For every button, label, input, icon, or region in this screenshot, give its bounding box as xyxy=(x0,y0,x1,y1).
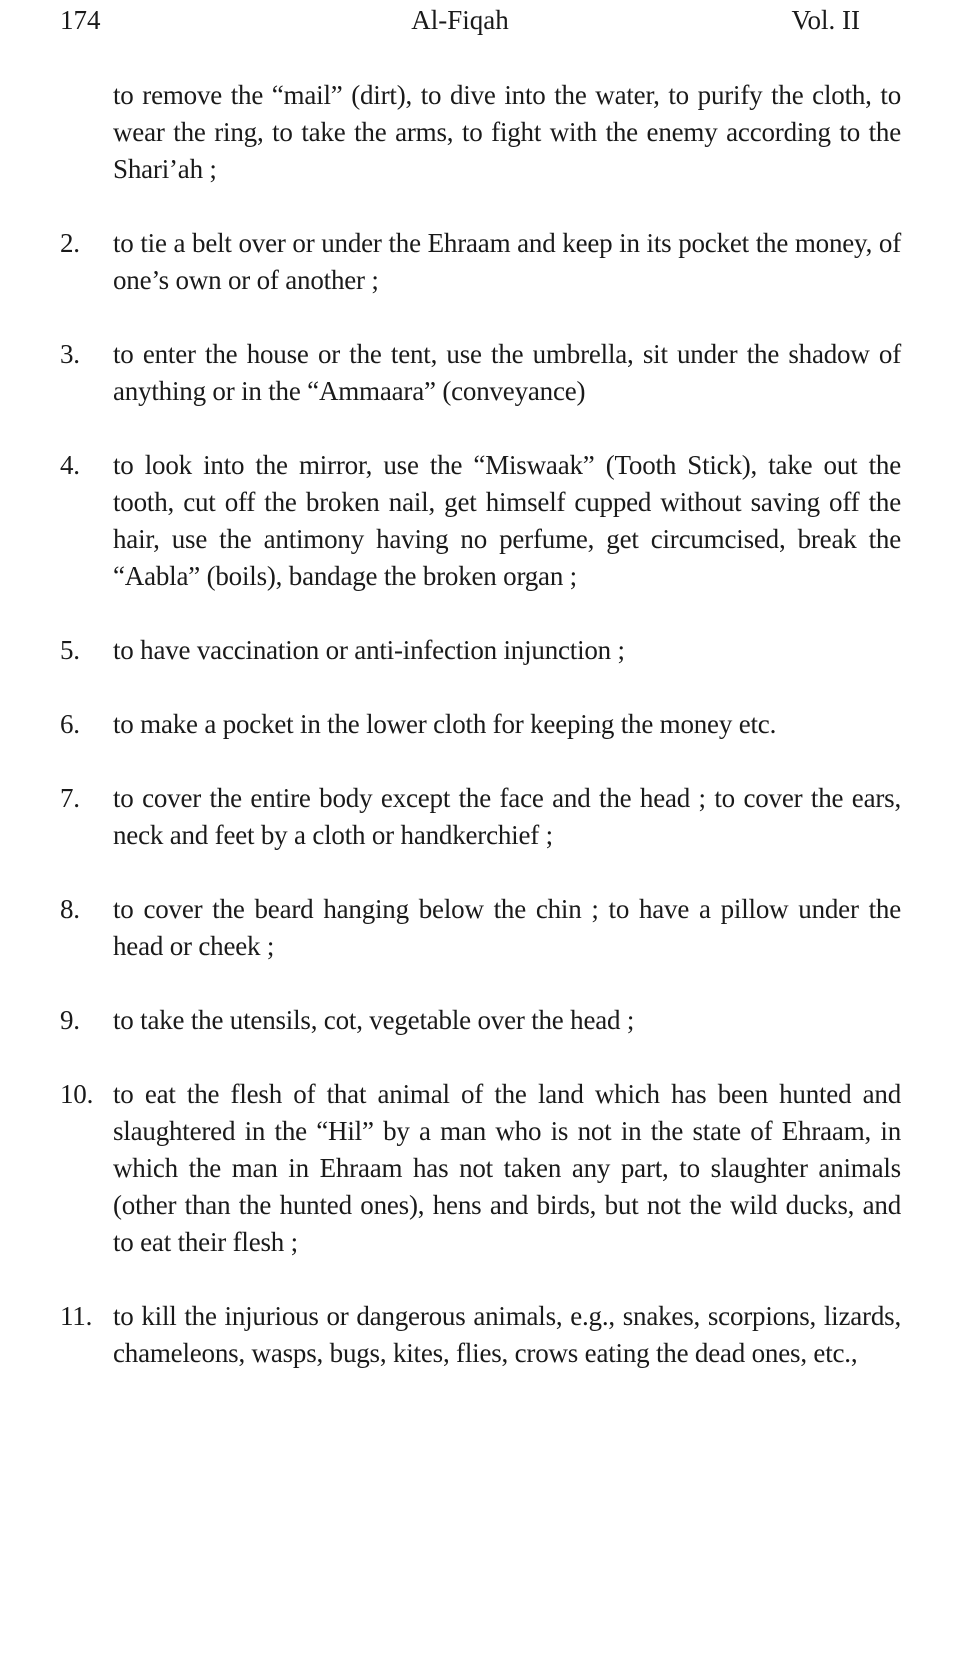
list-item-number: 2. xyxy=(60,228,80,258)
list-item xyxy=(60,706,901,743)
list-item xyxy=(60,1002,901,1039)
list-item xyxy=(60,77,901,188)
list-item-number: 5. xyxy=(60,635,80,665)
list-item xyxy=(60,336,901,410)
list-item xyxy=(60,891,901,965)
list-item xyxy=(60,1076,901,1261)
list-item-number: 8. xyxy=(60,894,80,924)
list-item xyxy=(60,1298,901,1372)
list-item-text: to cover the beard hanging below the chin ; to have a pillow under the head or cheek ; xyxy=(113,894,901,961)
book-title: Al-Fiqah xyxy=(411,5,509,35)
list-item-text: to kill the injurious or dangerous animals, e.g., snakes, scorpions, lizards, chameleons, wasps, bugs, kites, flies, crows eating the dead ones, etc., xyxy=(113,1301,901,1368)
list-item-number: 6. xyxy=(60,709,80,739)
list-item-text: to look into the mirror, use the “Miswaak” (Tooth Stick), take out the tooth, cut off the broken nail, get himself cupped without saving off the hair, use the antimony having no perfume, get circumcised, break the “Aabla” (boils), bandage the broken organ ; xyxy=(113,450,901,591)
list-item-text: to tie a belt over or under the Ehraam and keep in its pocket the money, of one’s own or of another ; xyxy=(113,228,901,295)
page-number: 174 xyxy=(60,5,101,35)
list-item-text: to enter the house or the tent, use the umbrella, sit under the shadow of anything or in the “Ammaara” (conveyance) xyxy=(113,339,901,406)
volume-label: Vol. II xyxy=(791,5,860,35)
list-item xyxy=(60,225,901,299)
list-item-text: to have vaccination or anti-infection injunction ; xyxy=(113,635,625,665)
list-item-number: 11. xyxy=(60,1301,93,1331)
list-item xyxy=(60,632,901,669)
list-item xyxy=(60,447,901,595)
list-item-text: to make a pocket in the lower cloth for keeping the money etc. xyxy=(113,709,777,739)
list-item-number: 4. xyxy=(60,450,80,480)
list-item xyxy=(60,780,901,854)
list-item-text: to remove the “mail” (dirt), to dive into the water, to purify the cloth, to wear the ring, to take the arms, to fight with the enemy according to the Shari’ah ; xyxy=(113,80,901,184)
list-item-text: to take the utensils, cot, vegetable over the head ; xyxy=(113,1005,635,1035)
running-header xyxy=(60,2,860,42)
list-item-number: 9. xyxy=(60,1005,80,1035)
list-item-number: 10. xyxy=(60,1079,94,1109)
list-item-text: to cover the entire body except the face and the head ; to cover the ears, neck and feet by a cloth or handkerchief ; xyxy=(113,783,901,850)
list-content xyxy=(60,77,901,1409)
list-item-text: to eat the flesh of that animal of the land which has been hunted and slaughtered in the “Hil” by a man who is not in the state of Ehraam, in which the man in Ehraam has not taken any part, to slaughter animals (other than the hunted ones), hens and birds, but not the wild ducks, and to eat their flesh ; xyxy=(113,1079,901,1257)
list-item-number: 7. xyxy=(60,783,80,813)
list-item-number: 3. xyxy=(60,339,80,369)
